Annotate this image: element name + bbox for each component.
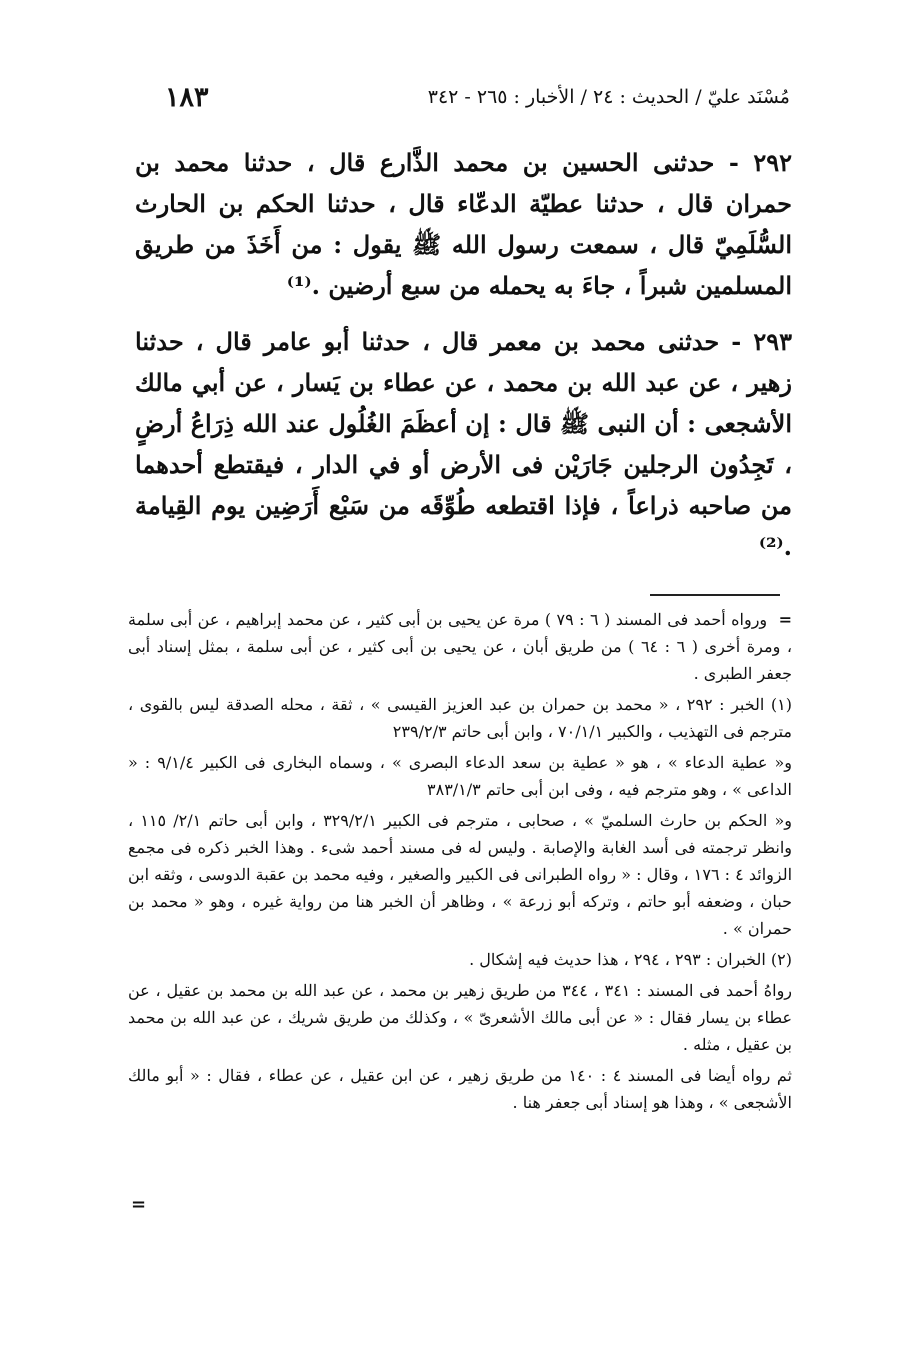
footnote-continuation — [128, 606, 792, 687]
continuation-mark: = — [778, 610, 793, 629]
page-header — [140, 84, 790, 124]
main-text — [135, 142, 792, 582]
footnote-separator — [650, 594, 780, 596]
footnote-1: (١) الخبر : ٢٩٢ ، « محمد بن حمران بن عبد العزيز القيسى » ، ثقة ، محله الصدقة ليس بالقوى ، مترجم فى التهذيب ، والكبير ٧٠/١/١ ، وابن أبى حاتم ٢٣٩/٢/٣ — [128, 695, 793, 741]
footnotes — [128, 606, 792, 1120]
hadith-293 — [135, 321, 792, 567]
hadith-text: حدثنى الحسين بن محمد الذَّارع قال ، حدثنا محمد بن حمران قال ، حدثنا عطيّة الدعّاء قال ، حدثنا الحكم بن الحارث السُّلَمِيّ قال ، سمعت رسول الله ﷺ يقول : من أَخَذَ من طريق المسلمين شبراً ، جاءَ به يحمله من سبع أرضين .⁽¹⁾ — [135, 148, 792, 300]
hadith-text: حدثنى محمد بن معمر قال ، حدثنا أبو عامر قال ، حدثنا زهير ، عن عبد الله بن محمد ، عن عطاء بن يَسار ، عن أبي مالك الأشجعى : أن النبى ﷺ قال : إن أعظَمَ الغُلُول عند الله ذِرَاعُ أرضٍ ، تَجِدُون الرجلين جَارَيْن فى الأرض أو في الدار ، فيقتطع أحدهما من صاحبه ذراعاً ، فإذا اقتطعه طُوِّقَه من سَبْع أَرَضِين يوم القِيامة .⁽²⁾ — [135, 327, 792, 561]
footnote-1-paragraph: و« الحكم بن حارث السلميّ » ، صحابى ، مترجم فى الكبير ٣٢٩/٢/١ ، وابن أبى حاتم ٢/١/ ١١٥ ، وانظر ترجمته فى أسد الغابة والإصابة . وليس له فى مسند أحمد شىء . وهذا الخبر ذكره فى مجمع الزوائد ٤ : ١٧٦ ، وقال : « رواه الطبرانى فى الكبير والصغير ، وفيه محمد بن عقبة الدوسى ، وثقه ابن حبان ، وضعفه أبو حاتم ، وتركه أبو زرعة » ، وظاهر أن الخبر هنا من رواية غيره ، وهو « محمد بن حمران » . — [128, 811, 793, 938]
hadith-number: ٢٩٣ - — [731, 327, 793, 356]
hadith-292 — [135, 142, 792, 306]
page-number: ١٨٣ — [165, 82, 209, 113]
footnote-text: ورواه أحمد فى المسند ( ٦ : ٧٩ ) مرة عن يحيى بن أبى كثير ، عن محمد إبراهيم ، عن أبى سلمة ، ومرة أخرى ( ٦ : ٦٤ ) من طريق أبان ، عن يحيى بن أبى كثير ، عن أبى سلمة ، بمثل إسناد أبى جعفر الطبرى . — [128, 610, 793, 683]
footnote-2-paragraph: ثم رواه أيضا فى المسند ٤ : ١٤٠ من طريق زهير ، عن ابن عقيل ، عن عطاء ، فقال : « أبو مالك الأشجعى » ، وهذا هو إسناد أبى جعفر هنا . — [128, 1066, 793, 1112]
running-title: مُسْنَد عليّ / الحديث : ٢٤ / الأخبار : ٢٦٥ - ٣٤٢ — [427, 86, 790, 108]
footnote-1-paragraph: و« عطية الدعاء » ، هو « عطية بن سعد الدعاء البصرى » ، وسماه البخارى فى الكبير ٩/١/٤ : « الداعى » ، وهو مترجم فيه ، وفى ابن أبى حاتم ٣٨٣/١/٣ — [128, 753, 793, 799]
footnote-2: (٢) الخبران : ٢٩٣ ، ٢٩٤ ، هذا حديث فيه إشكال . — [469, 950, 792, 969]
continuation-end-mark: = — [131, 1194, 147, 1215]
footnote-2-paragraph: رواهُ أحمد فى المسند : ٣٤١ ، ٣٤٤ من طريق زهير بن محمد ، عن عبد الله بن محمد بن عقيل ، عن عطاء بن يسار فقال : « عن أبى مالك الأشعرىّ » ، وكذلك من طريق شريك ، عن عبد الله بن محمد بن عقيل ، مثله . — [128, 981, 793, 1054]
hadith-number: ٢٩٢ - — [728, 148, 792, 177]
